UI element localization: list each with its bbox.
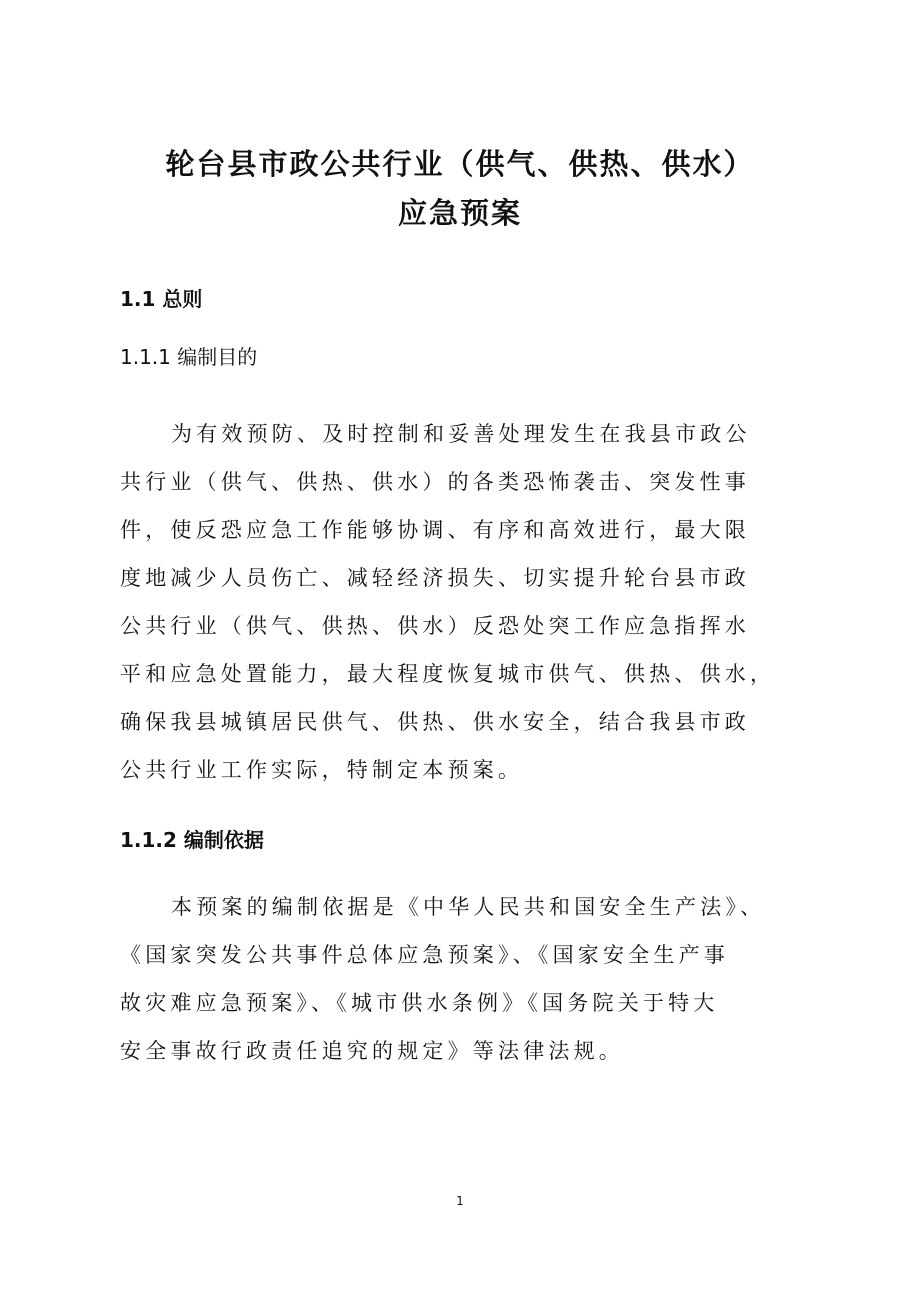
paragraph-line: 度地减少人员伤亡、减轻经济损失、切实提升轮台县市政 [120,566,750,590]
paragraph-line: 本预案的编制依据是《中华人民共和国安全生产法》、 [171,895,766,919]
section-heading-general: 1.1 总则 [120,287,203,311]
page-number: 1 [456,1194,464,1208]
section-heading-basis: 1.1.2 编制依据 [120,828,264,852]
paragraph-line: 公共行业工作实际，特制定本预案。 [120,758,524,782]
section-heading-purpose: 1.1.1 编制目的 [120,345,258,369]
paragraph-line: 安全事故行政责任追究的规定》等法律法规。 [120,1039,624,1063]
document-title-line-2: 应急预案 [397,196,522,230]
paragraph-line: 确保我县城镇居民供气、供热、供水安全，结合我县市政 [120,710,750,734]
paragraph-line: 为有效预防、及时控制和妥善处理发生在我县市政公 [171,422,751,446]
paragraph-line: 平和应急处置能力，最大程度恢复城市供气、供热、供水， [120,662,776,686]
paragraph-line: 公共行业（供气、供热、供水）反恐处突工作应急指挥水 [120,614,750,638]
paragraph-line: 共行业（供气、供热、供水）的各类恐怖袭击、突发性事 [120,470,750,494]
paragraph-line: 件，使反恐应急工作能够协调、有序和高效进行，最大限 [120,518,750,542]
document-title-line-1: 轮台县市政公共行业（供气、供热、供水） [165,147,755,181]
paragraph-line: 故灾难应急预案》、《城市供水条例》《国务院关于特大 [120,991,719,1015]
paragraph-line: 《国家突发公共事件总体应急预案》、《国家安全生产事 [120,943,729,967]
